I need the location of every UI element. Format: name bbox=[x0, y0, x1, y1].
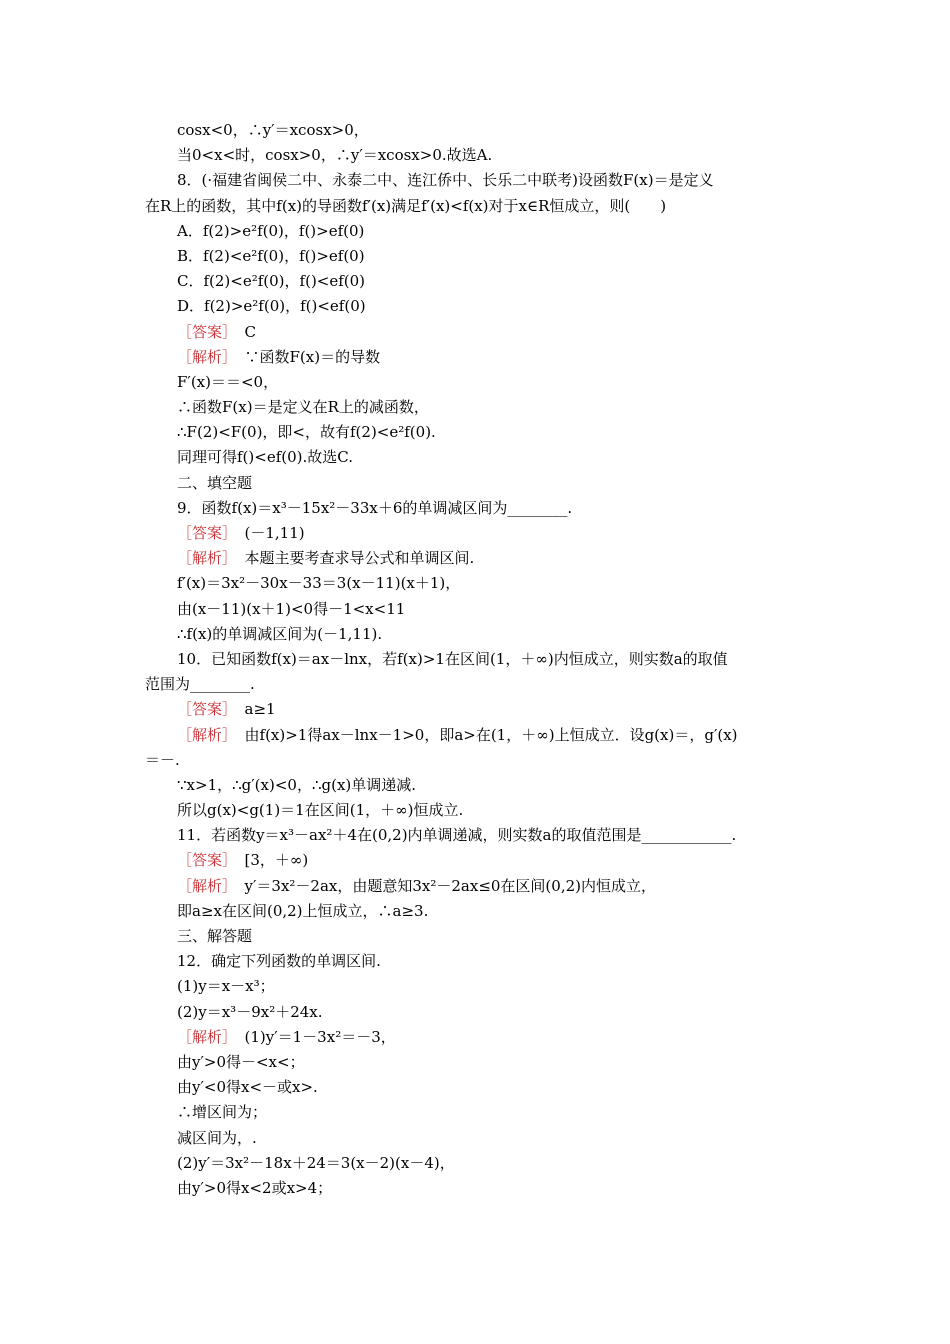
text-line bbox=[145, 370, 807, 395]
text-line bbox=[145, 546, 807, 571]
line-text: 8．(·福建省闽侯二中、永泰二中、连江侨中、长乐二中联考)设函数F(x)＝是定义 bbox=[177, 171, 714, 190]
analysis-tag: ［解析］ bbox=[177, 549, 230, 568]
analysis-tag: ［解析］ bbox=[177, 876, 230, 895]
line-text: (1)y＝x－x³； bbox=[177, 977, 275, 996]
text-line bbox=[145, 647, 807, 672]
line-text: ∴增区间为； bbox=[177, 1103, 268, 1122]
text-line bbox=[145, 597, 807, 622]
analysis-tag: ［解析］ bbox=[177, 1027, 230, 1046]
text-line bbox=[145, 471, 807, 496]
line-text: 由y′>0得x<2或x>4； bbox=[177, 1178, 333, 1197]
line-text: [3，＋∞) bbox=[229, 851, 309, 870]
text-line bbox=[145, 798, 807, 823]
text-line bbox=[145, 194, 807, 219]
line-text: f′(x)＝3x²－30x－33＝3(x－11)(x＋1)， bbox=[177, 574, 461, 593]
line-text: 12．确定下列函数的单调区间. bbox=[177, 952, 381, 971]
text-line bbox=[145, 773, 807, 798]
text-line bbox=[145, 143, 807, 168]
text-line bbox=[145, 848, 807, 873]
line-text: ∴F(2)<F(0)，即<，故有f(2)<e²f(0). bbox=[177, 423, 436, 442]
line-text: (2)y＝x³－9x²＋24x. bbox=[177, 1002, 323, 1021]
text-line bbox=[145, 395, 807, 420]
line-text: 减区间为，. bbox=[177, 1128, 257, 1147]
line-text: y′＝3x²－2ax，由题意知3x²－2ax≤0在区间(0,2)内恒成立， bbox=[229, 876, 656, 895]
text-line bbox=[145, 496, 807, 521]
line-text: A．f(2)>e²f(0)，f()>ef(0) bbox=[177, 221, 365, 240]
line-text: B．f(2)<e²f(0)，f()>ef(0) bbox=[177, 246, 365, 265]
answer-tag: ［答案］ bbox=[177, 524, 230, 542]
line-text: 由y′>0得－<x<； bbox=[177, 1052, 305, 1071]
line-text: 同理可得f()<ef(0).故选C. bbox=[177, 448, 353, 467]
text-line bbox=[145, 748, 807, 773]
line-text: 在R上的函数，其中f(x)的导函数f′(x)满足f′(x)<f(x)对于x∈R恒成立，则( ) bbox=[145, 196, 667, 215]
line-text: 11．若函数y＝x³－ax²＋4在(0,2)内单调递减，则实数a的取值范围是____________. bbox=[177, 826, 737, 845]
text-line bbox=[145, 672, 807, 697]
text-line bbox=[145, 1151, 807, 1176]
text-line bbox=[145, 269, 807, 294]
text-line bbox=[145, 168, 807, 193]
text-line bbox=[145, 874, 807, 899]
line-text: 本题主要考查求导公式和单调区间. bbox=[229, 549, 475, 568]
line-text: (2)y′＝3x²－18x＋24＝3(x－2)(x－4)， bbox=[177, 1153, 455, 1172]
text-line bbox=[145, 924, 807, 949]
text-line bbox=[145, 1025, 807, 1050]
text-line bbox=[145, 1000, 807, 1025]
line-text: D．f(2)>e²f(0)，f()<ef(0) bbox=[177, 297, 366, 316]
text-line bbox=[145, 1075, 807, 1100]
line-text: C．f(2)<e²f(0)，f()<ef(0) bbox=[177, 272, 366, 291]
text-line bbox=[145, 521, 807, 546]
line-text: 当0<x<时，cosx>0，∴y′＝xcosx>0.故选A. bbox=[177, 146, 493, 165]
line-text: ∴函数F(x)＝是定义在R上的减函数， bbox=[177, 398, 429, 417]
line-text: 所以g(x)<g(1)＝1在区间(1，＋∞)恒成立. bbox=[177, 801, 464, 820]
line-text: 范围为________. bbox=[145, 675, 255, 694]
line-text: (1)y′＝1－3x²＝－3， bbox=[229, 1027, 396, 1046]
text-line bbox=[145, 823, 807, 848]
text-line bbox=[145, 697, 807, 722]
line-text: 由y′<0得x<－或x>. bbox=[177, 1078, 318, 1097]
text-line bbox=[145, 1050, 807, 1075]
line-text: (－1,11) bbox=[229, 524, 305, 542]
text-line bbox=[145, 345, 807, 370]
text-line bbox=[145, 622, 807, 647]
line-text: cosx<0，∴y′＝xcosx>0， bbox=[177, 121, 369, 139]
text-line bbox=[145, 320, 807, 345]
text-line bbox=[145, 949, 807, 974]
text-line bbox=[145, 219, 807, 244]
line-text: C bbox=[229, 322, 256, 341]
line-text: F′(x)＝＝<0， bbox=[177, 372, 279, 391]
line-text: 二、填空题 bbox=[177, 473, 253, 492]
text-line bbox=[145, 445, 807, 470]
text-line bbox=[145, 118, 807, 143]
text-line bbox=[145, 974, 807, 999]
text-line bbox=[145, 899, 807, 924]
line-text: 9．函数f(x)＝x³－15x²－33x＋6的单调减区间为________. bbox=[177, 498, 573, 517]
text-line bbox=[145, 244, 807, 269]
line-text: 由f(x)>1得ax－lnx－1>0，即a>在(1，＋∞)上恒成立．设g(x)＝，g′(x) bbox=[229, 725, 738, 744]
line-text: 由(x－11)(x＋1)<0得－1<x<11 bbox=[177, 599, 406, 618]
text-line bbox=[145, 1176, 807, 1201]
analysis-tag: ［解析］ bbox=[177, 347, 230, 366]
text-line bbox=[145, 571, 807, 596]
line-text: ∵x>1，∴g′(x)<0，∴g(x)单调递减. bbox=[177, 775, 417, 794]
line-text: 10．已知函数f(x)＝ax－lnx，若f(x)>1在区间(1，＋∞)内恒成立，则实数a的取值 bbox=[177, 649, 728, 668]
text-line bbox=[145, 723, 807, 748]
text-line bbox=[145, 294, 807, 319]
answer-tag: ［答案］ bbox=[177, 322, 230, 341]
text-line bbox=[145, 420, 807, 445]
line-text: ＝－. bbox=[145, 750, 180, 769]
text-line bbox=[145, 1126, 807, 1151]
line-text: 即a≥x在区间(0,2)上恒成立，∴a≥3. bbox=[177, 901, 429, 920]
document-body bbox=[145, 118, 807, 1201]
answer-tag: ［答案］ bbox=[177, 851, 230, 870]
answer-tag: ［答案］ bbox=[177, 700, 230, 719]
text-line bbox=[145, 1100, 807, 1125]
line-text: ∴f(x)的单调减区间为(－1,11). bbox=[177, 624, 383, 643]
analysis-tag: ［解析］ bbox=[177, 725, 230, 744]
line-text: a≥1 bbox=[229, 700, 276, 719]
line-text: 三、解答题 bbox=[177, 927, 253, 945]
line-text: ∵函数F(x)＝的导数 bbox=[229, 347, 381, 366]
